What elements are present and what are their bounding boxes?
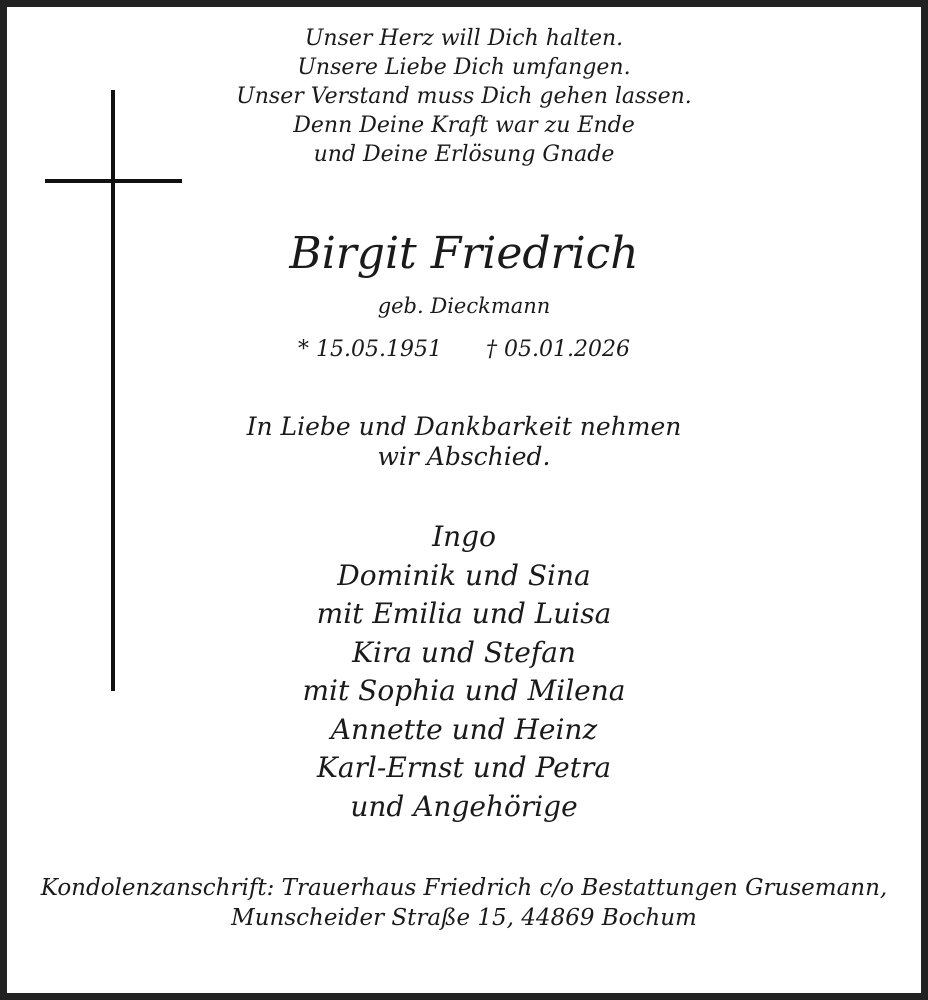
- farewell-line: wir Abschied.: [377, 442, 551, 471]
- deceased-name: Birgit Friedrich: [289, 228, 639, 279]
- condolence-address: Kondolenzanschrift: Trauerhaus Friedrich c/o Bestattungen Grusemann,: [40, 875, 888, 901]
- poem-line: Denn Deine Kraft war zu Ende: [293, 113, 635, 138]
- poem-line: Unsere Liebe Dich umfangen.: [297, 55, 631, 80]
- mourner: mit Sophia und Milena: [302, 674, 626, 707]
- mourner: Dominik und Sina: [337, 559, 591, 592]
- condolence-address: Munscheider Straße 15, 44869 Bochum: [231, 905, 697, 931]
- mourner: Ingo: [432, 520, 496, 553]
- birth-name: geb. Dieckmann: [377, 294, 551, 318]
- cross-icon-bar: [45, 179, 182, 183]
- mourner: Annette und Heinz: [330, 713, 598, 746]
- mourner: und Angehörige: [350, 790, 578, 823]
- mourner: mit Emilia und Luisa: [316, 597, 612, 630]
- poem-line: und Deine Erlösung Gnade: [313, 142, 615, 167]
- life-dates: [0, 337, 928, 362]
- birth-date: * 15.05.1951: [298, 337, 442, 362]
- death-date: † 05.01.2026: [486, 337, 630, 362]
- farewell-line: In Liebe und Dankbarkeit nehmen: [246, 412, 682, 441]
- poem-line: Unser Herz will Dich halten.: [304, 26, 624, 51]
- mourner: Kira und Stefan: [352, 636, 576, 669]
- mourner: Karl-Ernst und Petra: [316, 751, 612, 784]
- poem-line: Unser Verstand muss Dich gehen lassen.: [236, 84, 692, 109]
